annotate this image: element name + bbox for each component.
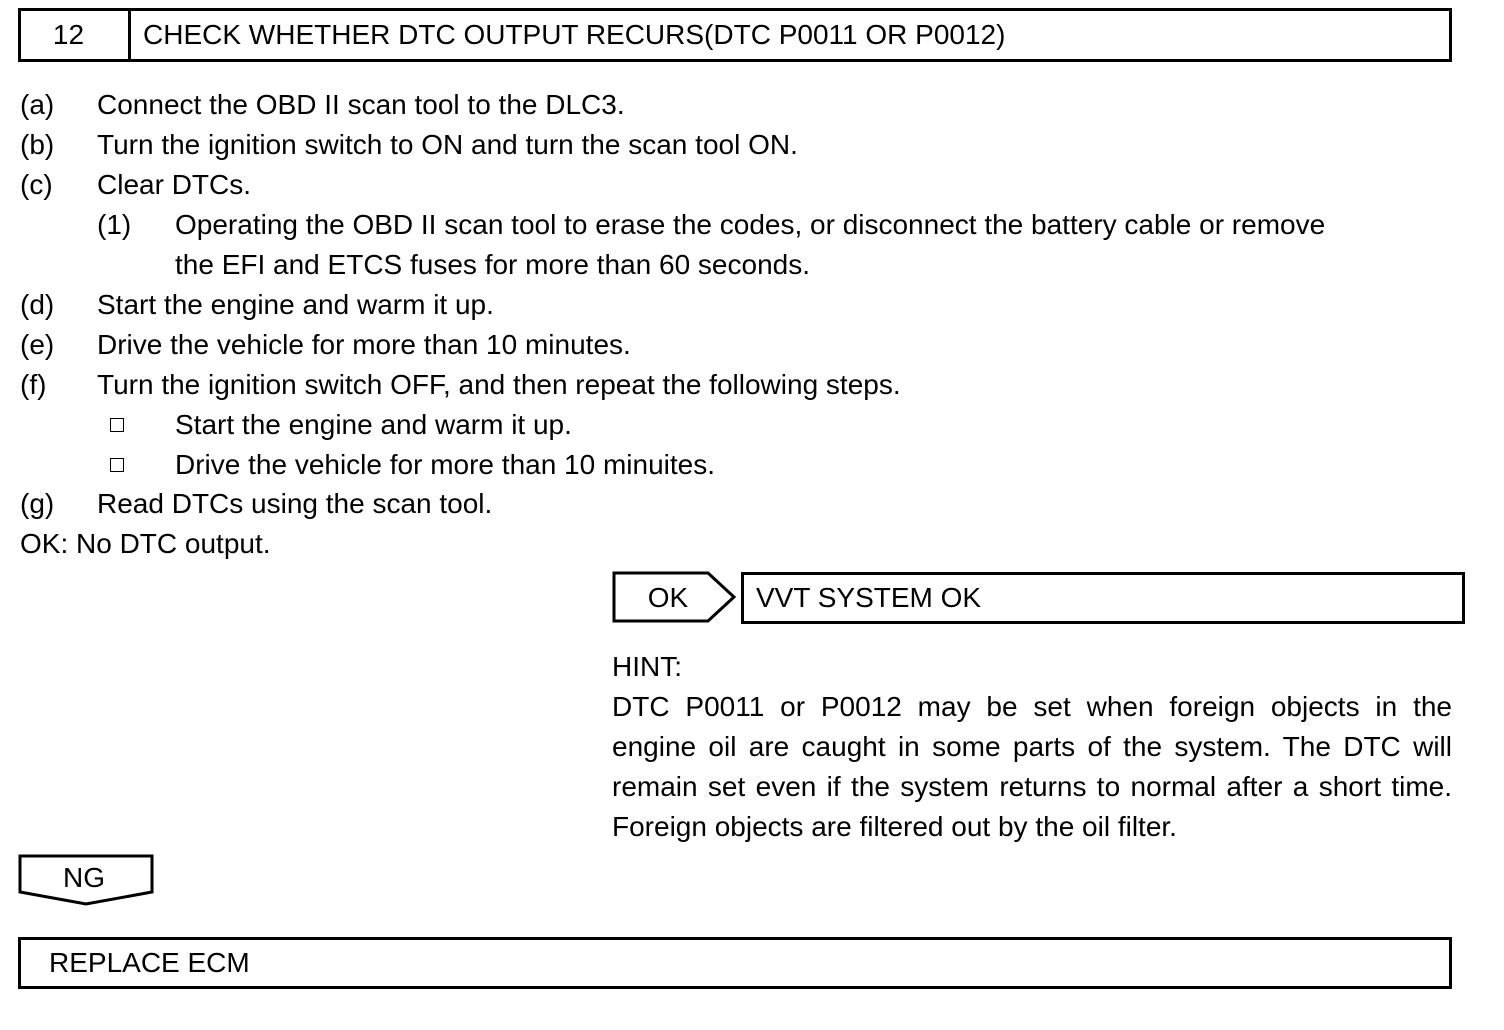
hint-title: HINT: [612,651,682,682]
step-label-c: (c) [20,169,53,200]
step-label-f: (f) [20,369,47,400]
step-label-e: (e) [20,329,55,360]
ng-result-box: REPLACE ECM [18,937,1452,989]
substep-text-line1: Operating the OBD II scan tool to erase the codes, or disconnect the battery cable or remove [175,209,1326,240]
checkbox-bullet-icon [110,458,124,472]
ng-branch-label: NG [63,862,105,893]
substep-label: (1) [97,209,132,240]
bullet-text-2: Drive the vehicle for more than 10 minuites. [175,449,716,480]
ok-branch-label: OK [647,582,689,613]
hint-body: DTC P0011 or P0012 may be set when foreign objects in the engine oil are caught in some parts of the system. The DTC will remain set even if the system returns to normal after a short time. Foreign objects are filtered out by the oil filter. [612,691,1452,842]
checkbox-bullet-icon [110,418,124,432]
step-text-d: Start the engine and warm it up. [97,289,494,320]
ok-condition: OK: No DTC output. [20,528,271,559]
step-label-g: (g) [20,488,55,519]
step-text-g: Read DTCs using the scan tool. [97,488,493,519]
step-header [18,8,1452,62]
step-text-e: Drive the vehicle for more than 10 minutes. [97,329,631,360]
step-text-a: Connect the OBD II scan tool to the DLC3. [97,89,625,120]
step-label-b: (b) [20,129,55,160]
ok-result-box: VVT SYSTEM OK [741,572,1465,624]
bullet-text-1: Start the engine and warm it up. [175,409,572,440]
step-label-d: (d) [20,289,55,320]
step-text-c: Clear DTCs. [97,169,252,200]
step-text-b: Turn the ignition switch to ON and turn the scan tool ON. [97,129,798,160]
step-number: 12 [21,11,131,59]
substep-text-line2: the EFI and ETCS fuses for more than 60 seconds. [175,249,810,280]
step-title: CHECK WHETHER DTC OUTPUT RECURS(DTC P0011 OR P0012) [143,19,1006,50]
step-text-f: Turn the ignition switch OFF, and then repeat the following steps. [97,369,901,400]
step-label-a: (a) [20,89,55,120]
